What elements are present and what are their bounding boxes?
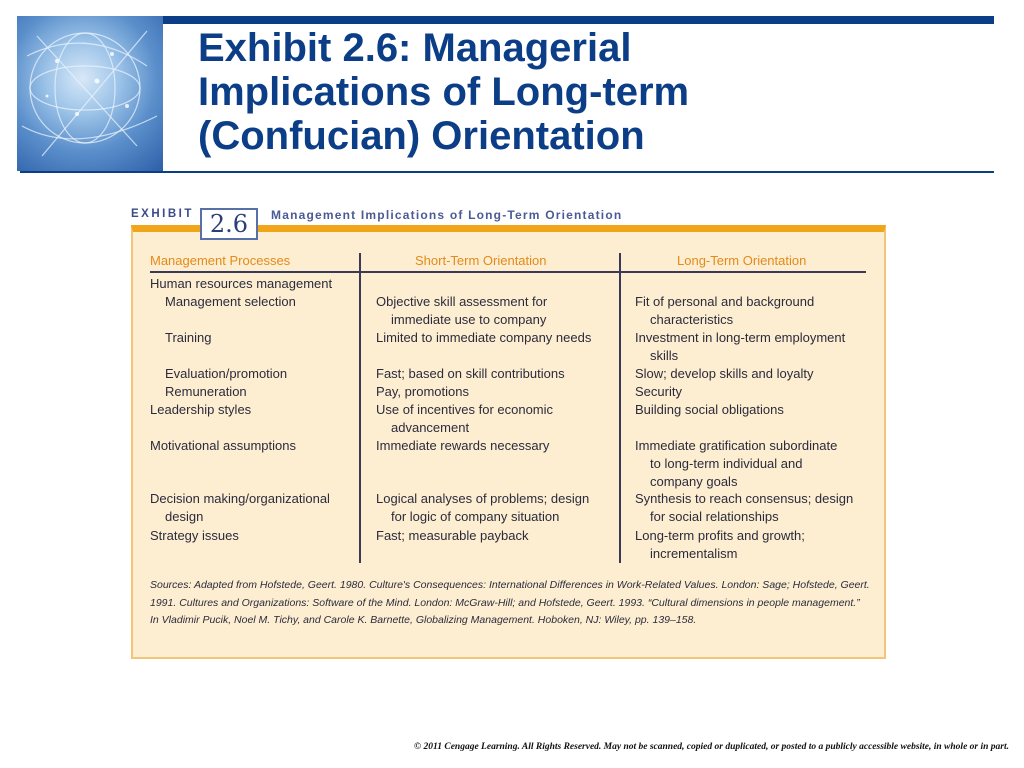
short-term-line: Use of incentives for economic — [376, 402, 554, 417]
process-line: Decision making/organizational — [150, 491, 330, 506]
title-line-3: (Confucian) Orientation — [198, 114, 645, 158]
header-short-term: Short-Term Orientation — [415, 253, 547, 268]
short-term-training — [376, 329, 591, 347]
process-leadership-styles — [150, 401, 251, 419]
short-term-evaluation — [376, 365, 565, 383]
process-line: Human resources management — [150, 276, 333, 291]
header-long-term: Long-Term Orientation — [677, 253, 807, 268]
long-term-line: Long-term profits and growth; — [635, 528, 805, 543]
title-line-2: Implications of Long-term — [198, 70, 690, 114]
slide-title — [198, 26, 958, 158]
long-term-remuneration — [635, 383, 682, 401]
title-divider — [20, 171, 994, 173]
long-term-line: Security — [635, 384, 682, 399]
top-accent-bar — [163, 16, 994, 24]
short-term-motivation — [376, 437, 549, 455]
long-term-leadership — [635, 401, 784, 419]
long-term-training — [635, 329, 845, 365]
short-term-line: Limited to immediate company needs — [376, 330, 592, 345]
short-term-line: for logic of company situation — [391, 509, 560, 524]
long-term-line: characteristics — [650, 312, 734, 327]
short-term-line: Fast; based on skill contributions — [376, 366, 565, 381]
exhibit-label: EXHIBIT — [131, 208, 194, 220]
sources-note: Sources: Adapted from Hofstede, Geert. 1980. Culture's Consequences: International Differences in Work-Related Values. London: Sage; Hofstede, Geert. 1991. Cultures and Organizations: Software of the Mind. London: McGraw-Hill; and Hofstede, Geert. 1993. “Cultural dimensions in people management.” In Vladimir Pucik, Noel M. Tichy, and Carole K. Barnette, Globalizing Management. Hoboken, NJ: Wiley, pp. 139–158. — [150, 579, 870, 626]
long-term-selection — [635, 293, 814, 329]
globe-network-icon — [17, 16, 163, 171]
short-term-line: Objective skill assessment for — [376, 294, 548, 309]
copyright-notice: © 2011 Cengage Learning. All Rights Reserved. May not be scanned, copied or duplicated, or posted to a publicly accessible website, in whole or in part. — [414, 742, 1009, 752]
short-term-decision-making — [376, 490, 589, 526]
long-term-line: company goals — [650, 474, 738, 489]
process-training — [150, 329, 211, 347]
long-term-motivation — [635, 437, 837, 491]
column-divider-2 — [619, 253, 621, 563]
process-line: design — [165, 509, 204, 524]
globe-network-image — [17, 16, 163, 171]
short-term-line: immediate use to company — [391, 312, 547, 327]
process-strategy-issues — [150, 527, 239, 545]
long-term-decision-making — [635, 490, 853, 526]
short-term-line: Fast; measurable payback — [376, 528, 529, 543]
process-motivational-assumptions — [150, 437, 296, 455]
process-line: Evaluation/promotion — [165, 366, 288, 381]
column-divider-1 — [359, 253, 361, 563]
process-line: Remuneration — [165, 384, 247, 399]
short-term-line: advancement — [391, 420, 470, 435]
long-term-line: Slow; develop skills and loyalty — [635, 366, 814, 381]
long-term-line: Fit of personal and background — [635, 294, 815, 309]
long-term-line: for social relationships — [650, 509, 779, 524]
short-term-line: Logical analyses of problems; design — [376, 491, 590, 506]
long-term-line: Immediate gratification subordinate — [635, 438, 838, 453]
header-management-processes: Management Processes — [150, 253, 291, 268]
header-rule — [150, 271, 866, 273]
short-term-strategy — [376, 527, 528, 545]
short-term-remuneration — [376, 383, 469, 401]
short-term-selection — [376, 293, 547, 329]
long-term-line: skills — [650, 348, 679, 363]
process-hr-management — [150, 275, 332, 293]
exhibit-number: 2.6 — [200, 208, 258, 240]
process-management-selection — [150, 293, 296, 311]
long-term-line: Building social obligations — [635, 402, 784, 417]
long-term-evaluation — [635, 365, 813, 383]
process-line: Management selection — [165, 294, 296, 309]
long-term-strategy — [635, 527, 805, 563]
process-line: Strategy issues — [150, 528, 239, 543]
long-term-line: to long-term individual and — [650, 456, 803, 471]
process-line: Motivational assumptions — [150, 438, 296, 453]
process-line: Training — [165, 330, 212, 345]
long-term-line: Investment in long-term employment — [635, 330, 846, 345]
short-term-line: Pay, promotions — [376, 384, 469, 399]
process-remuneration — [150, 383, 247, 401]
exhibit-title: Management Implications of Long-Term Orientation — [271, 208, 623, 222]
long-term-line: Synthesis to reach consensus; design — [635, 491, 854, 506]
process-evaluation-promotion — [150, 365, 287, 383]
title-line-1: Exhibit 2.6: Managerial — [198, 26, 632, 70]
process-decision-making — [150, 490, 330, 526]
long-term-line: incrementalism — [650, 546, 738, 561]
short-term-line: Immediate rewards necessary — [376, 438, 550, 453]
process-line: Leadership styles — [150, 402, 252, 417]
short-term-leadership — [376, 401, 553, 437]
